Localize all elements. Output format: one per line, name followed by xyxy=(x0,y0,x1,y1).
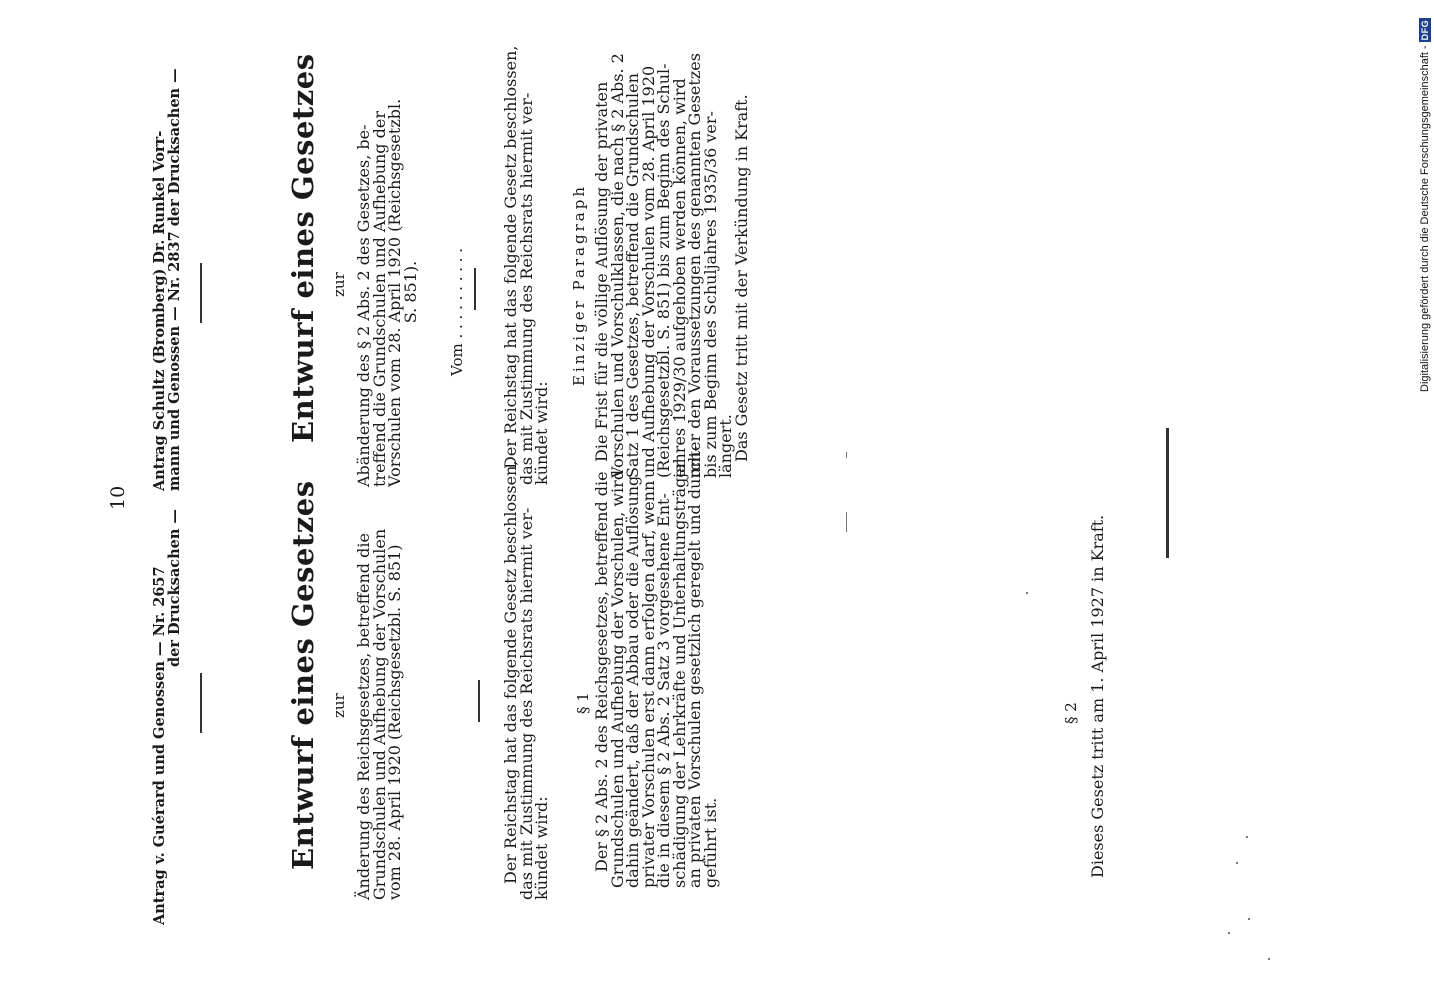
right-title: Entwurf eines Gesetzes xyxy=(286,53,320,443)
dfg-logo: DFG xyxy=(1420,19,1430,41)
scan-speck xyxy=(1026,592,1028,594)
left-section1-text: Der § 2 Abs. 2 des Reichsgesetzes, betreffend die Grundschulen und Aufhebung der Vorschulen, wird dahin geändert, daß der Abbau oder die Auflösung privater Vorschulen erst dann erfolgen darf, wenn die in diesem § 2 Abs. 2 Satz 3 vorgesehene Ent- schädigung der Lehrkräfte und Unterhaltungsträger an privaten Vorschulen gesetzlich geregelt und durch- geführt ist. xyxy=(592,446,720,888)
scan-speck xyxy=(1248,918,1250,920)
left-intro-rule xyxy=(478,680,480,722)
right-zur: zur xyxy=(330,272,348,297)
left-zur: zur xyxy=(330,693,348,718)
left-section2-text: Dieses Gesetz tritt am 1. April 1927 in Kraft. xyxy=(1088,514,1107,878)
left-preamble: Der Reichstag hat das folgende Gesetz beschlossen, das mit Zustimmung des Reichsrats hiermit ver- kündet wird: xyxy=(501,460,551,900)
left-section2-heading: § 2 xyxy=(1062,702,1080,724)
right-intro: Abänderung des § 2 Abs. 2 des Gesetzes, be- treffend die Grundschulen und Aufhebung der Vorschulen vom 28. April 1920 (Reichsgesetzbl. S. 851). xyxy=(354,98,420,487)
scan-speck xyxy=(846,512,847,532)
left-intro: Änderung des Reichsgesetzes, betreffend die Grundschulen und Aufhebung der Vorschulen vom 28. April 1920 (Reichsgesetzbl. S. 851) xyxy=(354,528,404,900)
scan-speck xyxy=(1236,862,1238,864)
left-section1-heading: § 1 xyxy=(574,692,592,714)
closing-rule xyxy=(1166,428,1169,558)
scan-speck xyxy=(1246,836,1248,838)
right-preamble: Der Reichstag hat das folgende Gesetz beschlossen, das mit Zustimmung des Reichsrats hiermit ver- kündet wird: xyxy=(501,45,551,485)
page-number: 10 xyxy=(107,485,129,510)
left-header-rule xyxy=(200,673,202,733)
right-vom-rule xyxy=(474,268,476,310)
scan-speck xyxy=(846,452,847,458)
right-section-text: Die Frist für die völlige Auflösung der privaten Vorschulen und Vorschulklassen, die nach § 2 Abs. 2 Satz 1 des Gesetzes, betreffend die Grundschulen und Aufhebung der Vorschulen vom 28. April 1920 (Reichsgesetzbl. S. 851) bis zum Beginn des Schul- jahres 1929/30 aufgehoben werden können, wird unter den Voraussetzungen des genannten Gesetzes bis zum Beginn des Schuljahres 1935/36 ver- längert. Das Gesetz tritt mit der Verkündung in Kraft. xyxy=(592,53,751,478)
scan-speck xyxy=(1268,958,1270,960)
scan-speck xyxy=(1228,932,1230,934)
right-header-rule xyxy=(200,263,202,323)
left-header: Antrag v. Guérard und Genossen — Nr. 2657 der Drucksachen — xyxy=(151,509,183,925)
left-title: Entwurf eines Gesetzes xyxy=(286,480,320,870)
right-header: Antrag Schultz (Bromberg) Dr. Runkel Vorr- mann und Genossen — Nr. 2837 der Drucksachen — xyxy=(151,68,183,491)
right-section-heading: Einziger Paragraph xyxy=(570,184,588,386)
digitization-note: Digitalisierung gefördert durch die Deutsche Forschungsgemeinschaft -DFG xyxy=(1419,19,1431,392)
right-vom: Vom . . . . . . . . . . xyxy=(448,247,466,376)
